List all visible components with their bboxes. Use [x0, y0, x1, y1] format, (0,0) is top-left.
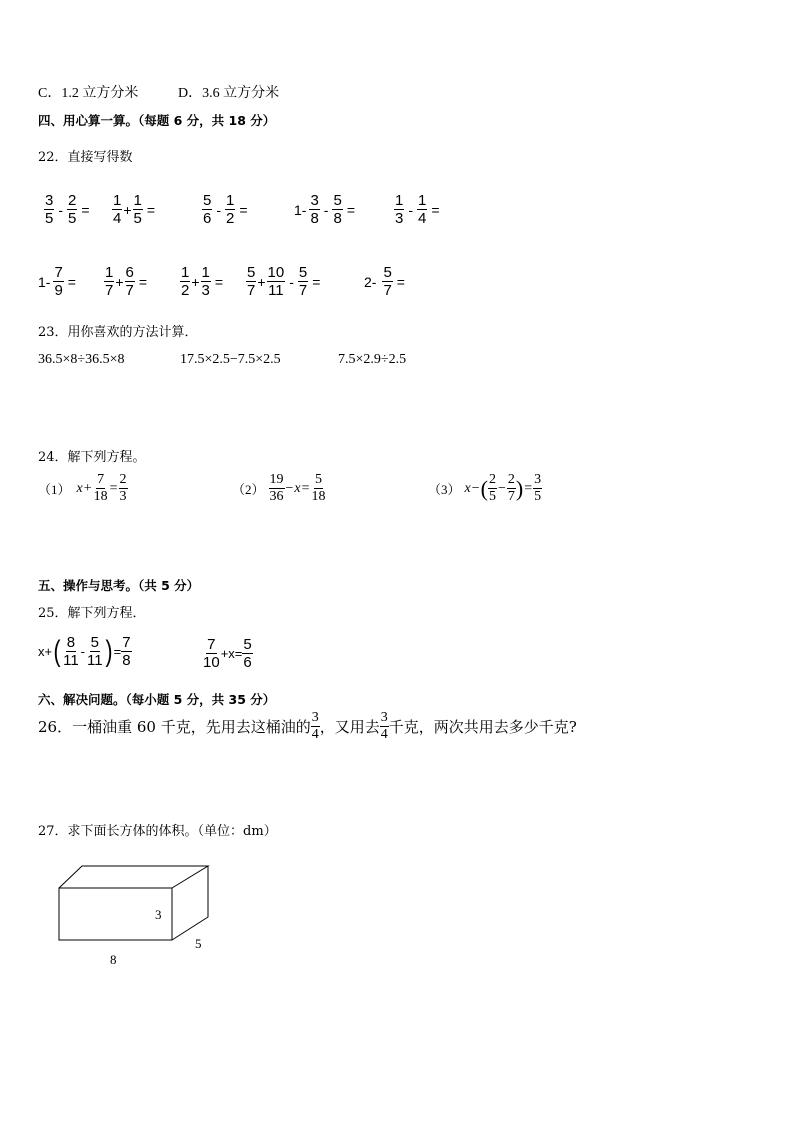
- fraction: $\frac{5}{18}$: [311, 472, 326, 504]
- fraction: $\frac{5}{6}$: [203, 192, 212, 227]
- fraction: $\frac{1}{3}$: [201, 264, 210, 299]
- fraction: $\frac{2}{7}$: [507, 472, 515, 504]
- q22-title: 22．直接写得数: [38, 150, 133, 165]
- section-5-title: 五、操作与思考。（共 5 分）: [38, 578, 200, 593]
- fraction: $\frac{1}{7}$: [105, 264, 114, 299]
- fraction: $\frac{2}{5}$: [68, 192, 77, 227]
- fraction: $\frac{1}{4}$: [113, 192, 122, 227]
- q25-title: 25．解下列方程．: [38, 606, 146, 621]
- fraction: $\frac{1}{5}$: [133, 192, 142, 227]
- q22-r2-e3: $\frac{1}{2}$ + $\frac{1}{3}$ =: [181, 264, 224, 299]
- fraction: $\frac{1}{4}$: [418, 192, 427, 227]
- option-d: D．3.6 立方分米: [178, 86, 280, 101]
- q23-item-2: 17.5×2.5−7.5×2.5: [180, 352, 281, 367]
- q25-equation-1: x+ ( $\frac{8}{11}$ - $\frac{5}{11}$ ) = $\frac{7}{8}$: [38, 634, 131, 669]
- q22-r1-e3: $\frac{5}{6}$ - $\frac{1}{2}$ =: [203, 192, 248, 227]
- fraction: $\frac{3}{5}$: [534, 472, 542, 504]
- q22-r1-e5: $\frac{1}{3}$ - $\frac{1}{4}$ =: [395, 192, 440, 227]
- section-4-title: 四、用心算一算。（每题 6 分，共 18 分）: [38, 113, 276, 128]
- cuboid-figure: [50, 860, 230, 970]
- q23-title: 23．用你喜欢的方法计算．: [38, 325, 198, 340]
- q22-r2-e5: 2- $\frac{5}{7}$ =: [364, 264, 405, 299]
- length-label: 8: [110, 952, 117, 967]
- q25-equation-2: $\frac{7}{10}$ +x= $\frac{5}{6}$: [203, 636, 252, 671]
- fraction: $\frac{7}{10}$: [203, 636, 220, 671]
- height-label: 3: [155, 907, 162, 922]
- fraction: $\frac{3}{4}$: [380, 710, 388, 742]
- fraction: $\frac{1}{2}$: [226, 192, 235, 227]
- q22-r2-e2: $\frac{1}{7}$ + $\frac{6}{7}$ =: [105, 264, 148, 299]
- fraction: $\frac{5}{7}$: [247, 264, 256, 299]
- fraction: $\frac{7}{18}$: [93, 472, 108, 504]
- fraction: $\frac{1}{3}$: [395, 192, 404, 227]
- q26-text: 26．一桶油重 60 千克，先用去这桶油的 $\frac{3}{4}$ ，又用去 $\frac{3}{4}$ 千克，两次共用去多少千克?: [38, 710, 577, 742]
- fraction: $\frac{8}{11}$: [63, 634, 79, 669]
- q22-r1-e1: $\frac{3}{5}$ - $\frac{2}{5}$ =: [45, 192, 90, 227]
- fraction: $\frac{2}{3}$: [119, 472, 127, 504]
- fraction: $\frac{3}{5}$: [45, 192, 54, 227]
- q24-title: 24．解下列方程。: [38, 450, 146, 465]
- fraction: $\frac{6}{7}$: [125, 264, 134, 299]
- fraction: $\frac{3}{8}$: [310, 192, 319, 227]
- fraction: $\frac{1}{2}$: [181, 264, 190, 299]
- fraction: $\frac{7}{9}$: [54, 264, 63, 299]
- fraction: $\frac{5}{7}$: [383, 264, 392, 299]
- option-c: C．1.2 立方分米: [38, 86, 139, 101]
- fraction: $\frac{5}{7}$: [298, 264, 308, 299]
- fraction: $\frac{3}{4}$: [311, 710, 319, 742]
- fraction: $\frac{10}{11}$: [267, 264, 285, 299]
- fraction: $\frac{7}{8}$: [122, 634, 131, 669]
- section-6-title: 六、解决问题。（每小题 5 分，共 35 分）: [38, 692, 276, 707]
- cuboid-top-face: [59, 866, 208, 888]
- q22-r2-e4: $\frac{5}{7}$ + $\frac{10}{11}$ - $\frac{5}{7}$ =: [247, 264, 321, 299]
- fraction: $\frac{5}{8}$: [333, 192, 342, 227]
- q24-equation-3: （3） x − ( $\frac{2}{5}$ − $\frac{2}{7}$ ) = $\frac{3}{5}$: [428, 472, 542, 504]
- q24-equation-1: （1） x + $\frac{7}{18}$ = $\frac{2}{3}$: [38, 472, 127, 504]
- q22-r1-e4: 1- $\frac{3}{8}$ - $\frac{5}{8}$ =: [294, 192, 355, 227]
- fraction: $\frac{5}{11}$: [87, 634, 103, 669]
- fraction: $\frac{5}{6}$: [243, 636, 252, 671]
- q23-item-1: 36.5×8÷36.5×8: [38, 352, 125, 367]
- q27-title: 27．求下面长方体的体积。（单位：dm）: [38, 824, 277, 839]
- q24-equation-2: （2） $\frac{19}{36}$ − x = $\frac{5}{18}$: [232, 472, 326, 504]
- q23-item-3: 7.5×2.9÷2.5: [338, 352, 407, 367]
- q22-r1-e2: $\frac{1}{4}$ + $\frac{1}{5}$ =: [113, 192, 156, 227]
- q22-r2-e1: 1- $\frac{7}{9}$ =: [38, 264, 76, 299]
- fraction: $\frac{19}{36}$: [269, 472, 284, 504]
- fraction: $\frac{2}{5}$: [488, 472, 496, 504]
- width-label: 5: [195, 936, 202, 951]
